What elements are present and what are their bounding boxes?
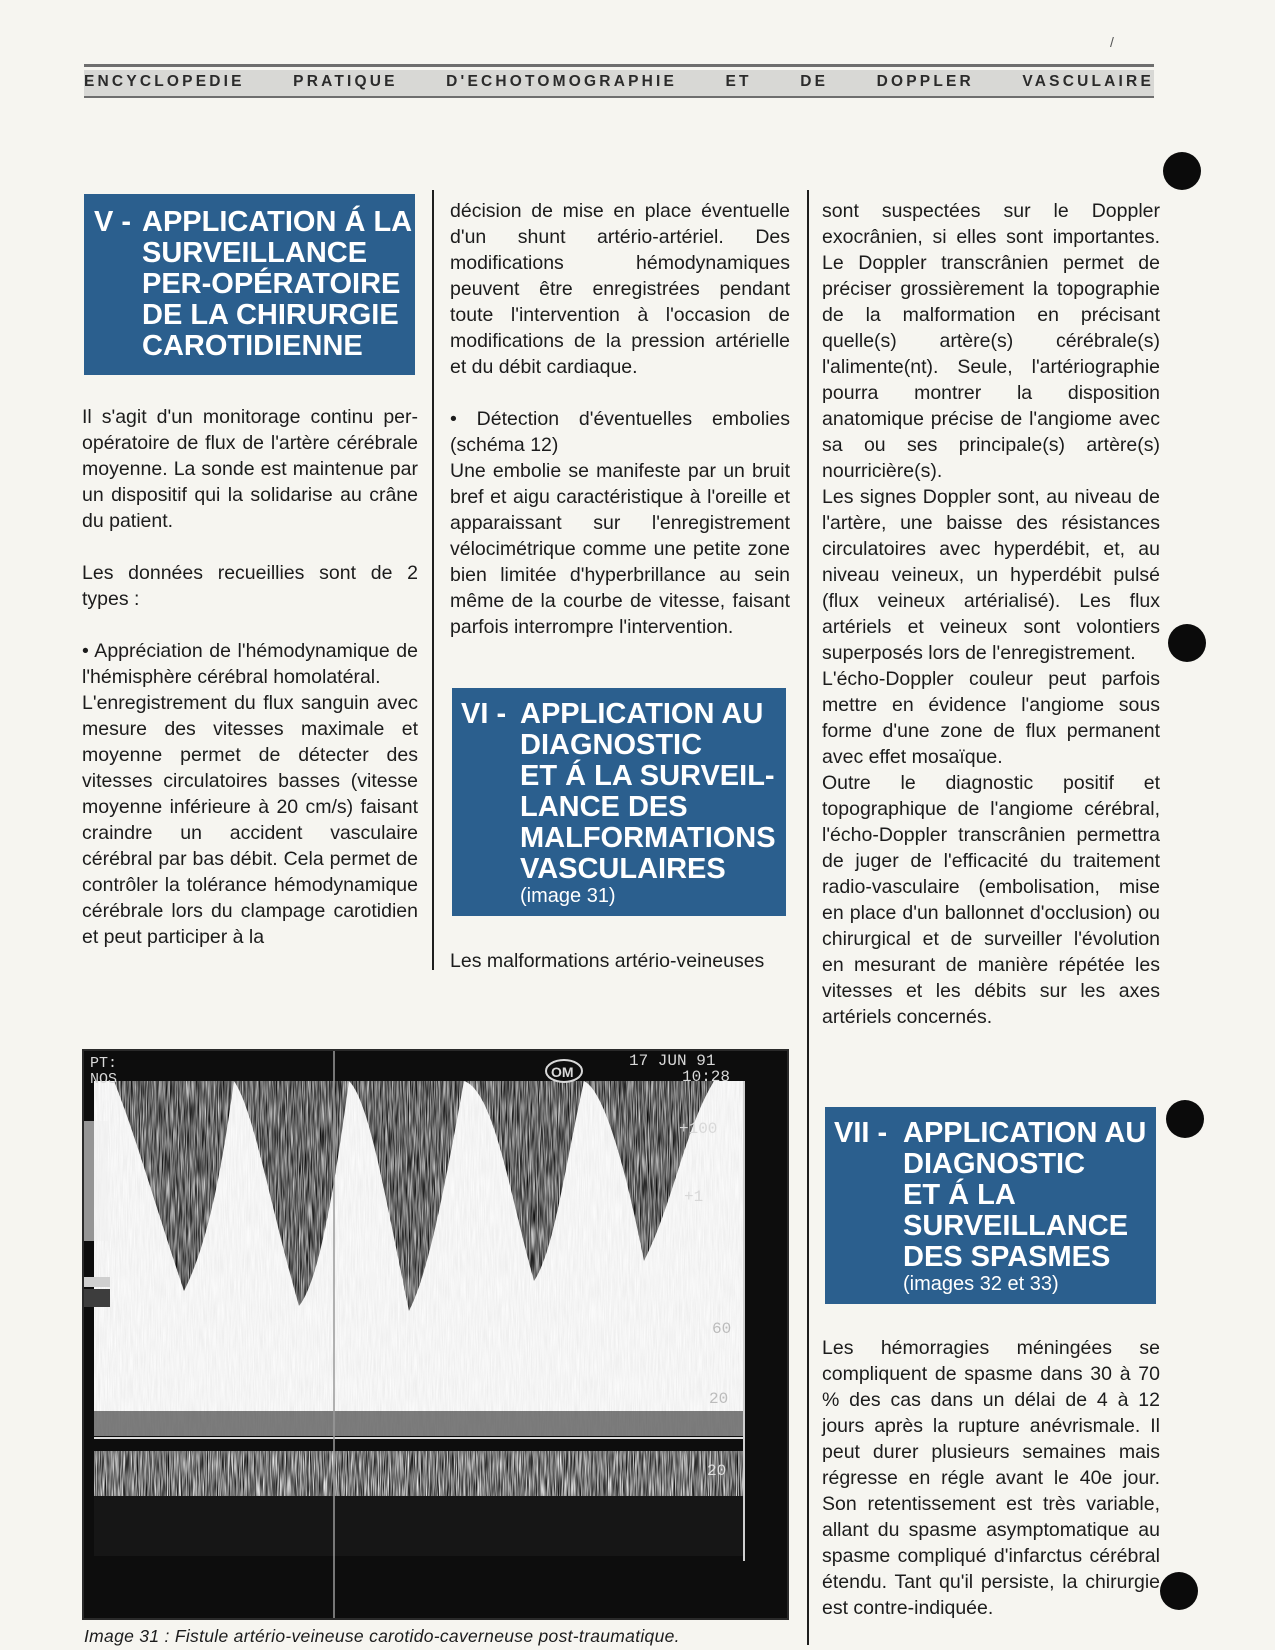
section-v-number: V - [94, 206, 132, 238]
section-vii-number: VII - [834, 1117, 888, 1149]
corner-mark: / [1110, 34, 1114, 50]
paragraph: Outre le diagnostic positif et topographique de l'angiome cérébral, l'écho-Doppler transcrânien permettra de juger de l'efficacité du traitement radio-vasculaire (embolisation, mise en place d'un ballonnet d'occlusion) ou chirurgical et de surveiller l'évolution en mesurant de manière répétée les vitesses et les débits sur les axes artériels concernés. [822, 772, 1160, 1028]
scale-label: 20 [709, 1390, 729, 1408]
doppler-spectrum-image [82, 1049, 789, 1620]
header-rule-bottom [84, 96, 1154, 98]
punch-hole [1163, 152, 1201, 190]
paragraph: Les malformations artério-veineuses [450, 950, 765, 972]
section-v-heading-box [84, 194, 415, 375]
header-rule-top [84, 64, 1154, 67]
punch-hole [1160, 1572, 1198, 1610]
left-gray-bar [84, 1121, 108, 1241]
lower-band [94, 1496, 744, 1556]
date-label: 17 JUN 91 [629, 1052, 716, 1070]
doppler-spectrum-graphic [84, 1051, 787, 1618]
paragraph: Les données recueillies sont de 2 types : [82, 562, 418, 610]
paragraph: décision de mise en place éventuelle d'un shunt artério-artériel. Des modifications hémodynamiques peuvent être enregistrées pendant toute l'intervention à l'occasion de modifications de la pression artérielle et du débit cardiaque. [450, 200, 790, 378]
scale-label: 20 [707, 1462, 727, 1480]
paragraph: Les signes Doppler sont, au niveau de l'artère, une baisse des résistances circulatoires avec hyperdébit, et, au niveau veineux, un hyperdébit pulsé (flux veineux artérialisé). Les flux artériels et veineux sont volontiers superposés lors de l'enregistrement. [822, 486, 1160, 664]
column-divider [807, 190, 809, 1645]
nos-label: NOS [90, 1071, 118, 1088]
section-vii-title: APPLICATION AU DIAGNOSTIC ET Á LA SURVEILLANCE DES SPASMES [903, 1117, 1147, 1273]
punch-hole [1166, 1100, 1204, 1138]
paragraph: Les hémorragies méningées se compliquent de spasme dans 30 à 70 % des cas dans un délai de 4 à 12 jours après la rupture anévrismale. Il peut durer plusieurs semaines mais régresse en régle avant le 40e jour. Son retentissement est très variable, allant du spasme asymptomatique au spasme compliqué d'infarctus cérébral étendu. Tant qu'il persiste, la chirurgie est contre-indiquée. [822, 1337, 1160, 1619]
punch-hole [1168, 624, 1206, 662]
column-2-text-bottom [450, 948, 790, 974]
mmode-strip [94, 1451, 744, 1496]
section-vi-number: VI - [461, 698, 507, 730]
paragraph: • Appréciation de l'hémodynamique de l'hémisphère cérébral homolatéral. [82, 640, 418, 688]
section-vi-title: APPLICATION AU DIAGNOSTIC ET Á LA SURVEIL- LANCE DES MALFORMATIONS VASCULAIRES [520, 698, 776, 885]
column-divider [432, 190, 434, 970]
paragraph: • Détection d'éventuelles embolies (schéma 12) [450, 408, 790, 456]
spectrum-speckle [94, 1081, 744, 1436]
section-v-title: APPLICATION Á LA SURVEILLANCE PER-OPÉRATOIRE DE LA CHIRURGIE CAROTIDIENNE [142, 206, 413, 362]
left-marker-light [84, 1277, 110, 1287]
section-vi-heading [520, 699, 776, 907]
paragraph: Il s'agit d'un monitorage continu per-opératoire de flux de l'artère cérébrale moyenne. La sonde est maintenue par un dispositif qui la solidarise au crâne du patient. [82, 406, 418, 532]
paragraph: sont suspectées sur le Doppler exocrânien, si elles sont importantes. Le Doppler transcrânien permet de préciser grossièrement la topographie de la malformation en précisant quelle(s) artère(s) cérébrale(s) l'alimente(nt). Seule, l'artériographie pourra montrer la disposition anatomique précise de l'angiome avec sa ou ses principale(s) artère(s) nourricière(s). [822, 200, 1160, 482]
section-vi-heading-box [452, 688, 786, 916]
column-3-text [822, 198, 1160, 1030]
scale-label: +1 [684, 1188, 704, 1206]
section-vii-heading [903, 1118, 1146, 1295]
scale-label: +100 [679, 1120, 718, 1138]
paragraph: Une embolie se manifeste par un bruit bref et aigu caractéristique à l'oreille et apparaissant sur l'enregistrement vélocimétrique comme une petite zone bien limitée d'hyperbrillance au sein même de la courbe de vitesse, faisant parfois interrompre l'intervention. [450, 460, 790, 638]
column-1-text [82, 404, 418, 950]
column-3-text-bottom [822, 1335, 1160, 1621]
section-vii-heading-box [825, 1107, 1156, 1304]
scale-label: 60 [712, 1320, 732, 1338]
section-vii-subtitle: (images 32 et 33) [903, 1273, 1059, 1295]
section-vi-subtitle: (image 31) [520, 885, 616, 907]
figure-caption: Image 31 : Fistule artério-veineuse carotido-caverneuse post-traumatique. [84, 1626, 680, 1646]
paragraph: L'écho-Doppler couleur peut parfois mettre en évidence l'angiome sous forme d'une zone de flux permanent avec effet mosaïque. [822, 668, 1160, 768]
spectrum-baseline-band [94, 1411, 744, 1436]
time-label: 10:28 [682, 1068, 731, 1086]
device-logo-text: OM [551, 1064, 574, 1080]
patient-label: PT: [90, 1055, 118, 1072]
left-marker-dark [84, 1289, 110, 1307]
paragraph: L'enregistrement du flux sanguin avec mesure des vitesses maximale et moyenne permet de détecter des vitesses circulatoires basses (vitesse moyenne inférieure à 20 cm/s) faisant craindre un accident vasculaire cérébral par bas débit. Cela permet de contrôler la tolérance hémodynamique cérébrale lors du clampage carotidien et peut participer à la [82, 692, 418, 948]
running-header: ENCYCLOPEDIE PRATIQUE D'ECHOTOMOGRAPHIE ET DE DOPPLER VASCULAIRE [84, 73, 1154, 90]
column-2-text [450, 198, 790, 640]
